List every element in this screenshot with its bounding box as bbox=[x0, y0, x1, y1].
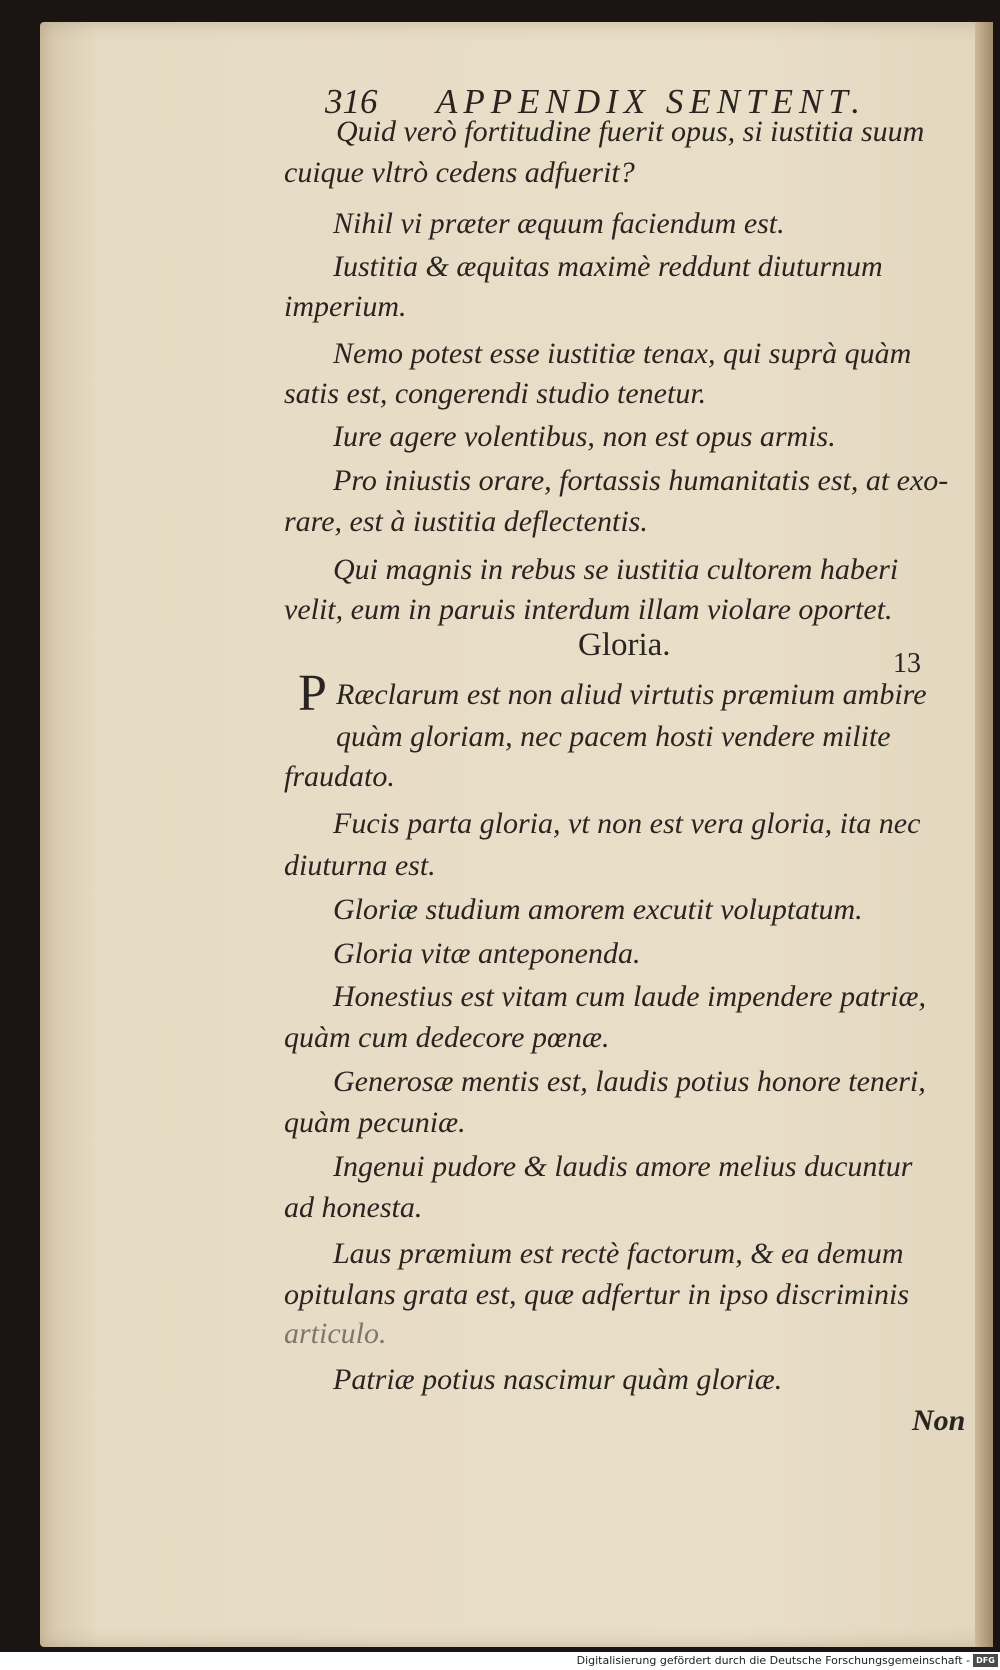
section-heading: Gloria. bbox=[578, 627, 671, 663]
text-line: Qui magnis in rebus se iustitia cultorem haberi bbox=[333, 553, 899, 586]
text-line: Quid verò fortitudine fuerit opus, si iustitia suum bbox=[336, 115, 925, 148]
text-line: Ræclarum est non aliud virtutis præmium ambire bbox=[336, 678, 927, 711]
text-line: Patriæ potius nascimur quàm gloriæ. bbox=[333, 1363, 783, 1396]
text-line: cuique vltrò cedens adfuerit? bbox=[284, 156, 635, 189]
text-line: quàm gloriam, nec pacem hosti vendere milite bbox=[336, 720, 891, 753]
dfg-logo-icon: DFG bbox=[973, 1654, 998, 1667]
text-line: Laus præmium est rectè factorum, & ea demum bbox=[333, 1237, 904, 1270]
page-edge bbox=[975, 22, 993, 1647]
section-marker: 13 bbox=[893, 648, 921, 679]
text-line: quàm cum dedecore pœnæ. bbox=[284, 1021, 610, 1054]
text-line: articulo. bbox=[284, 1317, 387, 1350]
text-line: Gloriæ studium amorem excutit voluptatum. bbox=[333, 893, 863, 926]
drop-capital: P bbox=[298, 665, 327, 722]
running-head: APPENDIX SENTENT. bbox=[436, 82, 866, 121]
text-line: Honestius est vitam cum laude impendere patriæ, bbox=[333, 980, 926, 1013]
text-line: rare, est à iustitia deflectentis. bbox=[284, 505, 648, 538]
text-line: diuturna est. bbox=[284, 849, 436, 882]
text-line: Ingenui pudore & laudis amore melius ducuntur bbox=[333, 1150, 913, 1183]
text-line: Gloria vitæ anteponenda. bbox=[333, 937, 641, 970]
text-line: fraudato. bbox=[284, 760, 395, 793]
funding-notice: Digitalisierung gefördert durch die Deutsche Forschungsgemeinschaft - bbox=[576, 1654, 970, 1667]
text-line: Nemo potest esse iustitiæ tenax, qui suprà quàm bbox=[333, 337, 912, 370]
text-line: Generosæ mentis est, laudis potius honore teneri, bbox=[333, 1065, 926, 1098]
text-line: satis est, congerendi studio tenetur. bbox=[284, 377, 707, 410]
text-line: quàm pecuniæ. bbox=[284, 1106, 466, 1139]
text-line: Fucis parta gloria, vt non est vera gloria, ita nec bbox=[333, 807, 921, 840]
text-line: ad honesta. bbox=[284, 1191, 423, 1224]
digitization-footer bbox=[0, 1652, 1000, 1670]
text-line: Nihil vi præter æquum faciendum est. bbox=[333, 207, 785, 240]
text-line: Iure agere volentibus, non est opus armis. bbox=[333, 420, 836, 453]
page-number: 316 bbox=[325, 82, 378, 121]
text-line: velit, eum in paruis interdum illam violare oportet. bbox=[284, 593, 893, 626]
text-line: imperium. bbox=[284, 290, 407, 323]
text-line: Pro iniustis orare, fortassis humanitatis est, at exo- bbox=[333, 464, 949, 497]
catchword: Non bbox=[912, 1404, 966, 1437]
text-line: opitulans grata est, quæ adfertur in ipso discriminis bbox=[284, 1278, 910, 1311]
text-line: Iustitia & æquitas maximè reddunt diuturnum bbox=[333, 250, 883, 283]
